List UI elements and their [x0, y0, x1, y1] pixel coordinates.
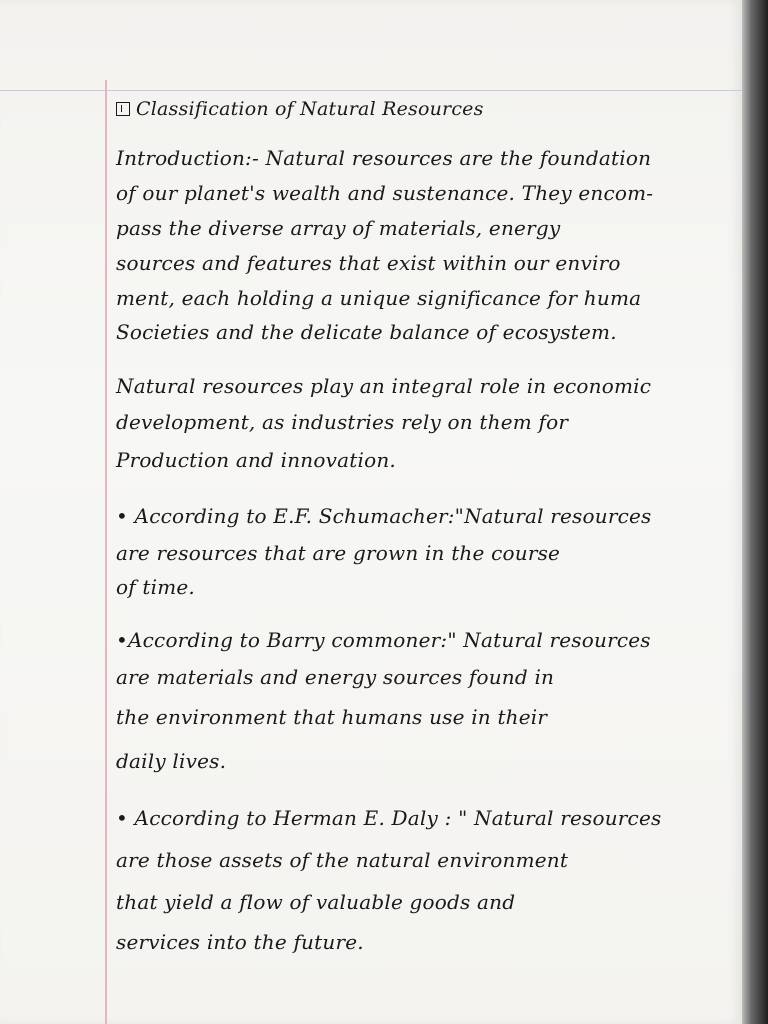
- margin-rule: [105, 80, 107, 1024]
- text-line: the environment that humans use in their: [116, 705, 548, 729]
- text-line: are materials and energy sources found in: [116, 665, 555, 689]
- text-line-quote-daly: • According to Herman E. Daly : " Natural resources: [116, 806, 662, 830]
- text-line: of our planet's wealth and sustenance. They encom-: [116, 181, 654, 205]
- text-line: sources and features that exist within our enviro: [116, 251, 621, 275]
- text-line: Societies and the delicate balance of ecosystem.: [116, 320, 617, 344]
- text-line: Production and innovation.: [116, 448, 396, 472]
- text-line: of time.: [116, 575, 195, 599]
- text-line-quote-schumacher: • According to E.F. Schumacher:"Natural resources: [116, 504, 652, 528]
- text-line: ment, each holding a unique significance for huma: [116, 286, 642, 310]
- text-line-quote-commoner: •According to Barry commoner:" Natural resources: [116, 628, 651, 652]
- text-line: services into the future.: [116, 930, 364, 954]
- text-line: development, as industries rely on them for: [116, 410, 569, 434]
- page-edge-shadow: [742, 0, 768, 1024]
- text-line: pass the diverse array of materials, energy: [116, 216, 561, 240]
- text-line: are resources that are grown in the course: [116, 541, 561, 565]
- page-heading: [116, 98, 484, 120]
- text-line-intro: Introduction:- Natural resources are the foundation: [116, 146, 652, 170]
- page-top-rule: [0, 90, 742, 91]
- text-line: daily lives.: [116, 749, 227, 773]
- text-line: that yield a flow of valuable goods and: [116, 890, 516, 914]
- text-line: are those assets of the natural environment: [116, 848, 569, 872]
- page-heading-text: Classification of Natural Resources: [136, 98, 484, 120]
- heading-bullet-icon: [116, 102, 130, 116]
- text-line: Natural resources play an integral role in economic: [116, 374, 652, 398]
